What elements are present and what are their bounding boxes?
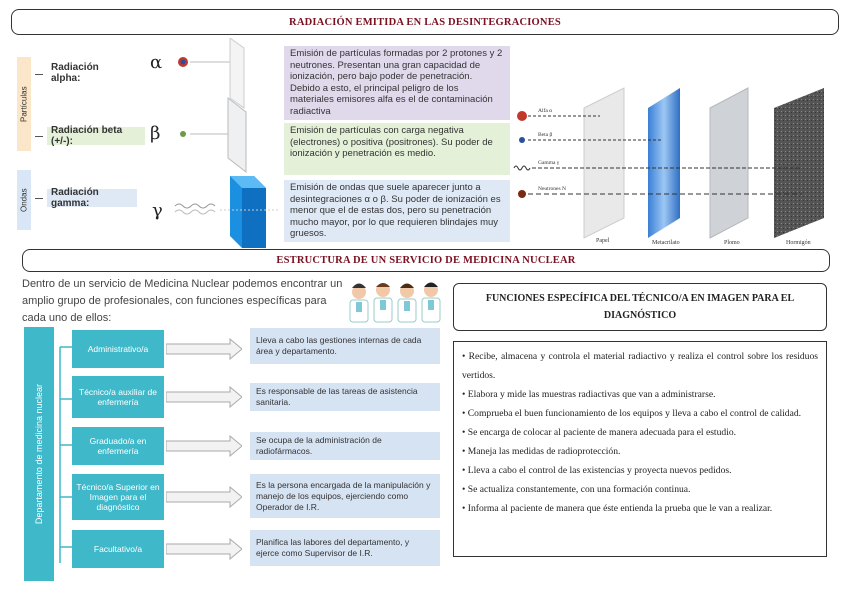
connector-dash <box>35 74 43 75</box>
material-label-paper: Papel <box>596 238 610 244</box>
gamma-ray-icon <box>514 166 530 170</box>
alpha-description: Emisión de partículas formadas por 2 protones y 2 neutrones. Presentan una gran capacidad de ionización, pero bajo poder de penetración. Debido a esto, el principal peligro de los materiales emisores alfa es el de contaminación radiactiva <box>284 46 510 120</box>
beta-description: Emisión de partículas con carga negativa (electrones) o positiva (positrones). Su poder de ionización y penetración es medio. <box>284 123 510 175</box>
ray-label-neutron: Neutrones N <box>538 186 566 192</box>
doctor-icon <box>350 284 368 323</box>
hierarchy-connector <box>54 327 72 581</box>
role-registered-nurse: Graduado/a en enfermería <box>72 427 164 465</box>
role-imaging-technician: Técnico/a Superior en Imagen para el diagnóstico <box>72 474 164 520</box>
function-item: • Maneja las medidas de radioprotección. <box>462 446 621 457</box>
functions-list <box>453 341 827 557</box>
paper-sheet-icon <box>230 38 244 108</box>
ray-label-gamma: Gamma γ <box>538 160 560 166</box>
connector-dash <box>35 136 43 137</box>
neutron-ray-icon <box>518 190 526 198</box>
arrow-icon <box>166 338 242 360</box>
material-label-concrete: Hormigón <box>786 240 811 246</box>
arrow-icon <box>166 538 242 560</box>
section-title-radiation: RADIACIÓN EMITIDA EN LAS DESINTEGRACIONES <box>11 9 839 35</box>
arrow-icon <box>166 386 242 408</box>
aluminium-sheet-icon <box>228 98 246 172</box>
function-item: • Comprueba el buen funcionamiento de los equipos y lleva a cabo el control de calidad. <box>462 408 802 419</box>
arrow-icon <box>166 486 242 508</box>
functions-title: FUNCIONES ESPECÍFICA DEL TÉCNICO/A EN IMAGEN PARA EL DIAGNÓSTICO <box>453 283 827 331</box>
alpha-symbol: α <box>150 52 163 73</box>
alpha-ray-icon <box>517 111 527 121</box>
beta-radiation-label: Radiación beta (+/-): <box>47 127 145 145</box>
penetration-diagram <box>512 78 832 248</box>
function-item: • Elabora y mide las muestras radiactivas que van a administrarse. <box>462 389 716 400</box>
role-nursing-assistant: Técnico/a auxiliar de enfermería <box>72 376 164 418</box>
alpha-radiation-label: Radiación alpha: <box>47 64 131 82</box>
ray-label-alpha: Alfa α <box>538 108 553 114</box>
paper-wall <box>584 88 624 238</box>
section-title-structure: ESTRUCTURA DE UN SERVICIO DE MEDICINA NUCLEAR <box>22 249 830 272</box>
structure-intro: Dentro de un servicio de Medicina Nuclear podemos encontrar un amplio grupo de profesionales, con funciones específicas para cada uno de ellos: <box>22 278 343 324</box>
gamma-wave-icon <box>175 204 215 208</box>
function-item: • Se actualiza constantemente, con una formación continua. <box>462 484 691 495</box>
role-description-registered-nurse: Se ocupa de la administración de radiofármacos. <box>250 432 440 460</box>
medical-staff-illustration <box>345 278 445 324</box>
role-administrative: Administrativo/a <box>72 330 164 368</box>
beta-ray-icon <box>519 137 525 143</box>
role-physician: Facultativo/a <box>72 530 164 568</box>
nurse-icon <box>374 283 392 322</box>
role-description-nursing-assistant: Es responsable de las tareas de asistencia sanitaria. <box>250 383 440 411</box>
ray-label-beta: Beta β <box>538 132 553 138</box>
waves-tab: Ondas <box>17 170 31 230</box>
beta-symbol: β <box>150 123 161 144</box>
gamma-radiation-label: Radiación gamma: <box>47 189 137 207</box>
function-item: • Se encarga de colocar al paciente de manera adecuada para el estudio. <box>462 427 737 438</box>
material-label-lead: Plomo <box>724 240 740 246</box>
material-label-methacrylate: Metacrilato <box>652 240 680 246</box>
department-label: Departamento de medicina nuclear <box>34 383 44 525</box>
function-item: • Recibe, almacena y controla el material radiactivo y realiza el control sobre los residuos vertidos. <box>462 351 818 381</box>
shielding-illustration <box>170 38 278 248</box>
lead-wall <box>710 88 748 238</box>
role-description-physician: Planifica las labores del departamento, y ejerce como Supervisor de I.R. <box>250 530 440 566</box>
connector-dash <box>35 198 43 199</box>
role-description-administrative: Lleva a cabo las gestiones internas de cada área y departamento. <box>250 328 440 364</box>
function-item: • Informa al paciente de manera que éste entienda la prueba que le van a realizar. <box>462 503 773 514</box>
department-box <box>24 327 54 581</box>
doctor-icon <box>398 284 416 323</box>
particles-tab: Partículas <box>17 57 31 151</box>
arrow-icon <box>166 435 242 457</box>
methacrylate-wall <box>648 88 680 238</box>
doctor-icon <box>422 283 440 323</box>
function-item: • Lleva a cabo el control de las existencias y proyecta nuevos pedidos. <box>462 465 732 476</box>
role-description-imaging-technician: Es la persona encargada de la manipulación y manejo de los equipos, ejerciendo como Operador de I.R. <box>250 474 440 518</box>
gamma-description: Emisión de ondas que suele aparecer junto a desintegraciones α o β. Su poder de ionización es menor que el de estas dos, pero su penetración mucho mayor, por lo que requieren blindajes muy gruesos. <box>284 180 510 242</box>
gamma-symbol: γ <box>152 200 163 221</box>
concrete-wall <box>774 88 824 238</box>
beta-particle-icon <box>180 131 186 137</box>
